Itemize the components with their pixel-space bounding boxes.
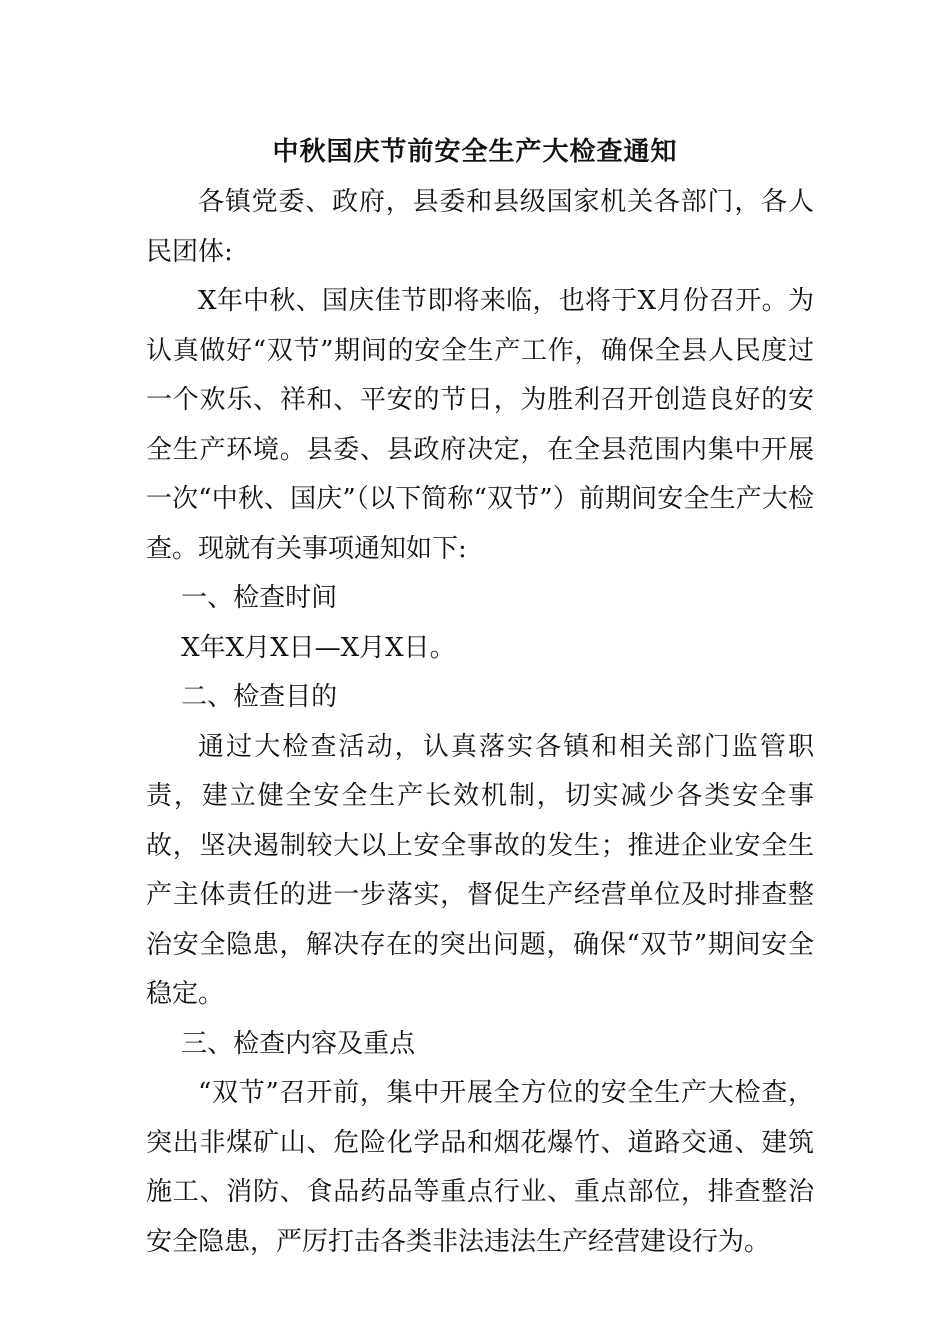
intro-paragraph: X年中秋、国庆佳节即将来临，也将于X月份召开。为认真做好“双节”期间的安全生产工作，确保全县人民度过一个欢乐、祥和、平安的节日，为胜利召开创造良好的安全生产环境。县委、县政府决定，在全县范围内集中开展一次“中秋、国庆”（以下简称“双节”）前期间安全生产大检查。现就有关事项通知如下: xyxy=(146,286,814,564)
section-3-heading: 三、检查内容及重点 xyxy=(181,1028,416,1059)
document-body xyxy=(146,178,814,1267)
salutation-paragraph: 各镇党委、政府，县委和县级国家机关各部门，各人民团体: xyxy=(146,187,814,267)
section-2-body: 通过大检查活动，认真落实各镇和相关部门监管职责，建立健全安全生产长效机制，切实减少各类安全事故，坚决遏制较大以上安全事故的发生；推进企业安全生产主体责任的进一步落实，督促生产经营单位及时排查整治安全隐患，解决存在的突出问题，确保“双节”期间安全稳定。 xyxy=(146,731,814,1009)
section-2-heading: 二、检查目的 xyxy=(181,682,338,712)
document-title: 中秋国庆节前安全生产大检查通知 xyxy=(272,137,678,167)
section-3-body: “双节”召开前，集中开展全方位的安全生产大检查，突出非煤矿山、危险化学品和烟花爆竹、道路交通、建筑施工、消防、食品药品等重点行业、重点部位，排查整治安全隐患，严厉打击各类非法违法生产经营建设行为。 xyxy=(146,1078,814,1257)
section-1-heading: 一、检查时间 xyxy=(181,583,338,613)
section-1-body: X年X月X日—X月X日。 xyxy=(181,632,456,663)
